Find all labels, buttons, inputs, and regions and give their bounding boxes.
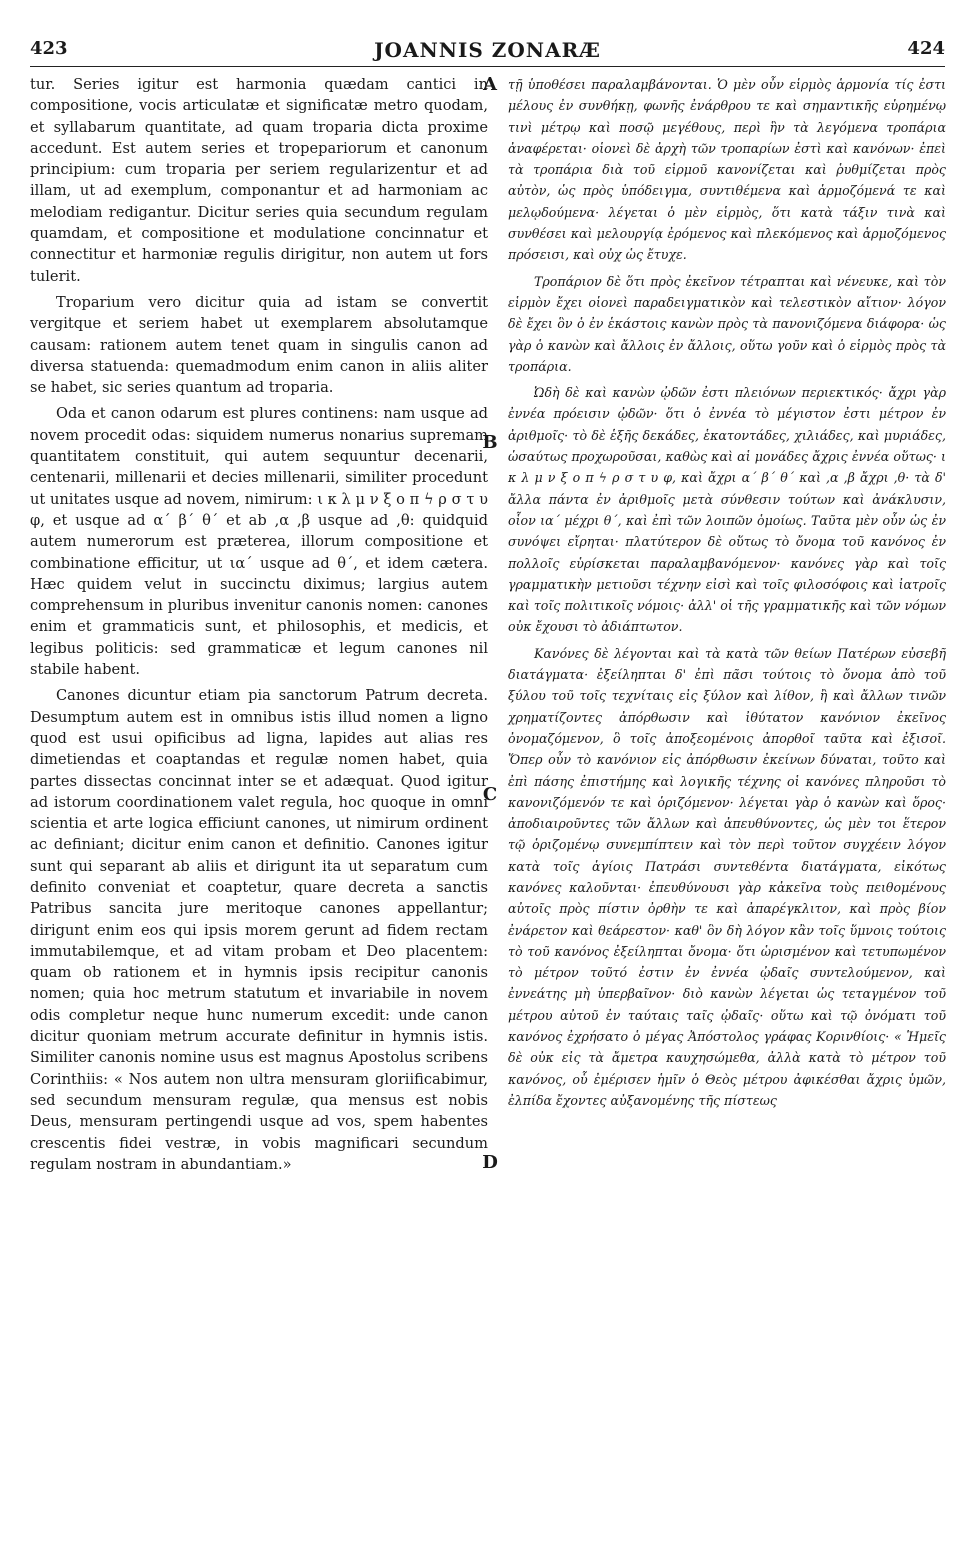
- greek-paragraph: Τροπάριον δὲ ὅτι πρὸς ἐκεῖνον τέτραπται καὶ νένευκε, καὶ τὸν εἱρμὸν ἔχει οἱονεὶ παραδειγματικὸν καὶ τελεστικὸν αἴτιον· λόγον δὲ ἔχει ὃν ὁ ἐν ἑκάστοις κανὼν πρὸς τὰ πανονιζόμενα διάφορα· ὡς γὰρ ὁ κανὼν καὶ ἄλλοις ἐν ἄλλοις, οὕτω γοῦν καὶ ὁ εἱρμὸς πρὸς τὰ τροπάρια.: [508, 273, 946, 374]
- latin-column: [30, 74, 488, 1180]
- latin-paragraph: Canones dicuntur etiam pia sanctorum Patrum decreta. Desumptum autem est in omnibus istis illud nomen a ligno quod est usui opificibus ad ligna, lapides aut alias res dimetiendas et coaptandas et regulæ nomen habet, quia partes dissectas concinnat inter se et adæquat. Quod igitur ad istorum coordinationem valet regula, hoc quoque in omni scientia et arte logica efficiunt canones, ut nimirum ordinent ac definiant; dicitur enim canon et definitio. Canones igitur sunt qui separant ab aliis et dirigunt ita ut separatum cum definito conveniat et coaptetur, quare decreta a sanctis Patribus sancita jure meritoque canones appellantur; dirigunt enim eos qui ipsis morem gerunt ad fidem rectam immutabilemque, et ad vitam probam et Deo placentem: quam ob rationem et in hymnis ipsis recipitur canonis nomen; quia hoc metrum statutum et invariabile in novem odis completur neque hunc numerum excedit: unde canon dicitur quoniam metrum accurate definitur in hymnis istis. Similiter canonis nomine usus est magnus Apostolus scribens Corinthiis: « Nos autem non ultra mensuram gloriificabimur, sed secundum mensuram regulæ, qua mensus est nobis Deus, mensuram pertingendi usque ad vos, spem habentes crescentis fidei vestræ, in vobis magnificari secundum regulam nostram in abundantiam.»: [30, 687, 488, 1173]
- section-marker-a: A: [483, 74, 497, 95]
- header-rule: [30, 66, 945, 67]
- page-number-left: 423: [30, 38, 68, 59]
- greek-paragraph: Κανόνες δὲ λέγονται καὶ τὰ κατὰ τῶν θείων Πατέρων εὐσεβῆ διατάγματα· ἐξείληπται δ' ἐπὶ πᾶσι τούτοις τὸ ὄνομα ἀπὸ τοῦ ξύλου τοῦ τοῖς τεχνίταις εἰς ξύλον καὶ λίθον, ἢ καὶ ἄλλων τινῶν χρηματίζοντες ἀπόρθωσιν καὶ ἰθύτατον κανόνιον ἐκεῖνος ὀνομαζόμενον, ὃ τοῖς ἀποξεομένοις ἀπορθοῖ ταῦτα καὶ ἐξισοῖ. Ὅπερ οὖν τὸ κανόνιον εἰς ἀπόρθωσιν ἐκείνων δύναται, τοῦτο καὶ ἐπὶ πάσης ἐπιστήμης καὶ λογικῆς τέχνης οἱ κανόνες πληροῦσι τὸ κανονιζόμενόν τε καὶ ὁριζόμενον· λέγεται γὰρ ὁ κανὼν καὶ ὅρος· ἀποδιαιροῦντες τῶν ἄλλων καὶ ἀπευθύνοντες, ὡς μὲν τοι ἕτερον τῷ ὁριζομένῳ συνεμπίπτειν καὶ τὸν περὶ τοῦτον συγχέειν λόγον κατὰ τοῖς ἁγίοις Πατράσι συντεθέντα διατάγματα, εἰκότως κανόνες καλοῦνται· ἐπευθύνουσι γὰρ κἀκεῖνα τοὺς πειθομένους αὐτοῖς πρὸς πίστιν ὀρθὴν τε καὶ ἀπαρέγκλιτον, καὶ πρὸς βίον ἐνάρετον καὶ θεάρεστον· καθ' ὃν δὴ λόγον κἂν τοῖς ὕμνοις τούτοις τὸ τοῦ κανόνος ἐξείληπται ὄνομα· ὅτι ὡρισμένον καὶ τετυπωμένον τὸ μέτρον τοῦτό ἐστιν ἐν ἐννέα ᾠδαῖς συντελούμενον, καὶ ἐννεάτης μὴ ὑπερβαῖνον· διὸ κανὼν λέγεται ὡς τεταγμένον τοῦ μέτρου αὐτοῦ ἐν ταύταις ταῖς ᾠδαῖς· οὕτω καὶ τῷ ὀνόματι τοῦ κανόνος ἐχρήσατο ὁ μέγας Ἀπόστολος γράφας Κορινθίοις· « Ἡμεῖς δὲ οὐκ εἰς τὰ ἄμετρα καυχησώμεθα, ἀλλὰ κατὰ τὸ μέτρον τοῦ κανόνος, οὗ ἐμέρισεν ἡμῖν ὁ Θεὸς μέτρου ἀφικέσθαι ἄχρις ὑμῶν, ἐλπίδα ἔχοντες αὐξανομένης τῆς πίστεως: [508, 645, 946, 1108]
- running-title: JOANNIS ZONARÆ: [374, 38, 601, 62]
- page-number-right: 424: [907, 38, 945, 59]
- greek-paragraph: τῇ ὑποθέσει παραλαμβάνονται. Ὁ μὲν οὖν εἱρμὸς ἁρμονία τίς ἐστι μέλους ἐν συνθήκῃ, φωνῆς ἐνάρθρου τε καὶ σημαντικῆς εὑρημένῳ τινὶ μέτρῳ καὶ ποσῷ μεγέθους, περὶ ἣν τὰ λεγόμενα τροπάρια ἀναφέρεται· οἱονεὶ δὲ ἀρχὴ τῶν τροπαρίων ἐστὶ καὶ κανόνων· ἐπεὶ τὰ τροπάρια διὰ τοῦ εἱρμοῦ κανονίζεται καὶ ῥυθμίζεται πρὸς αὐτὸν, ὡς πρὸς ὑπόδειγμα, συντιθέμενα καὶ ἁρμοζόμενά τε καὶ μελῳδούμενα· λέγεται ὁ μὲν εἱρμὸς, ὅτι κατὰ τάξιν τινὰ καὶ συνθέσει καὶ μελουργίᾳ ἐρόμενος καὶ πλεκόμενος καὶ ἁρμοζόμενος πρόσεισι, καὶ οὐχ ὡς ἔτυχε.: [508, 77, 946, 263]
- page-header: [30, 38, 945, 68]
- section-marker-d: D: [482, 1152, 498, 1173]
- greek-paragraph: Ὠδὴ δὲ καὶ κανὼν ᾠδῶν ἐστι πλειόνων περιεκτικός· ἄχρι γὰρ ἐννέα πρόεισιν ᾠδῶν· ὅτι ὁ ἐννέα τὸ μέγιστον ἐστι μέτρον ἐν ἀριθμοῖς· τὸ δὲ ἑξῆς δεκάδες, ἑκατοντάδες, χιλιάδες, καὶ μυριάδες, ὡσαύτως προχωροῦσαι, καθὼς καὶ αἱ μονάδες ἄχρις ἐννέα οὕτως· ι κ λ μ ν ξ ο π ϟ ρ σ τ υ φ, καὶ ἄχρι α΄ β΄ θ΄ καὶ ,α ,β ἄχρι ,θ· τὰ δ' ἄλλα πάντα ἐν ἀριθμοῖς μετὰ σύνθεσιν τούτων καὶ ἀνάκλυσιν, οἷον ια΄ μέχρι θ΄, καὶ ἐπὶ τῶν λοιπῶν ὁμοίως. Ταῦτα μὲν οὖν ὡς ἐν συνόψει εἴρηται· πλατύτερον δὲ οὕτως τὸ ὄνομα τοῦ κανόνος ἐν πολλοῖς εὑρίσκεται παραλαμβανόμενον· κανόνες γὰρ καὶ τοῖς γραμματικὴν μετιοῦσι τέχνην εἰσὶ καὶ τοῖς φιλοσόφοις καὶ ἰατροῖς καὶ τοῖς πολιτικοῖς νόμοις· ἀλλ' οἱ τῆς γραμματικῆς καὶ τῶν νόμων οὐκ ἔχουσι τὸ ἀδιάπτωτον.: [508, 385, 946, 635]
- section-marker-b: B: [482, 432, 498, 453]
- latin-paragraph: Troparium vero dicitur quia ad istam se convertit vergitque et seriem habet ut exemplarem absolutamque causam: rationem autem tenet quam in singulis canon ad diversa statuenda: quemadmodum enim canon in aliis aliter se habet, sic series quantum ad troparia.: [30, 293, 488, 397]
- section-marker-c: C: [482, 784, 498, 805]
- latin-paragraph: tur. Series igitur est harmonia quædam cantici in compositione, vocis articulatæ et significatæ metro quodam, et syllabarum quantitate, ad quam troparia dicta proxime accedunt. Est autem series et tropepariorum et canonum principium: cum troparia per seriem regularizentur et ad illam, ut ad exemplum, componantur et ad harmoniam ac melodiam redigantur. Dicitur series quia secundum regulam quamdam, et compositione et modulatione concinnatur et connectitur et harmoniæ regulis dirigitur, non autem ut fors tulerit.: [30, 76, 488, 285]
- latin-paragraph: Oda et canon odarum est plures continens: nam usque ad novem procedit odas: siquidem numerus nonarius supremam quantitatem constituit, qui autem sequuntur decenarii, centenarii, millenarii et decies millenarii, similiter procedunt ut unitates usque ad novem, nimirum: ι κ λ μ ν ξ ο π ϟ ρ σ τ υ φ, et usque ad α΄ β΄ θ΄ et ab ,α ,β usque ad ,θ: quidquid autem numerorum est præterea, illorum compositione et combinatione efficitur, ut ια΄ usque ad θ΄, et idem cætera. Hæc quidem velut in succinctu diximus; largius autem comprehensum in pluribus invenitur canonis nomen: canones enim et grammaticis sunt, et philosophis, et medicis, et legibus politicis: sed grammaticæ et legum canones nil stabile habent.: [30, 405, 488, 679]
- greek-column: [508, 74, 946, 1116]
